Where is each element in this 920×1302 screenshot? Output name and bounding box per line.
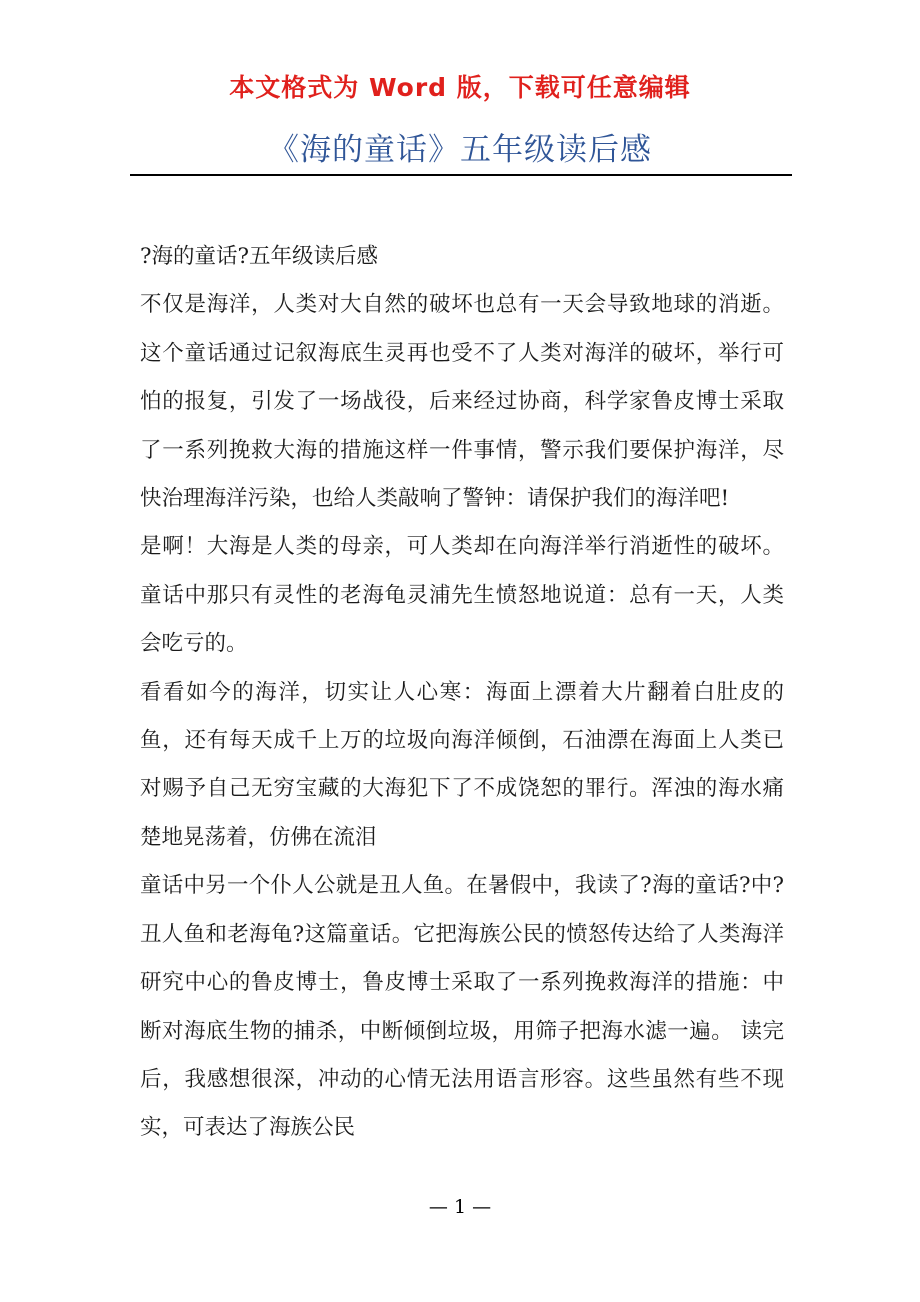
paragraph: 看看如今的海洋，切实让人心寒：海面上漂着大片翻着白肚皮的鱼，还有每天成千上万的垃圾向海洋倾倒，石油漂在海面上人类已对赐予自己无穷宝藏的大海犯下了不成饶恕的罪行。浑浊的海水痛楚地晃荡着，仿佛在流泪 — [140, 679, 784, 850]
paragraph: 不仅是海洋，人类对大自然的破坏也总有一天会导致地球的消逝。这个童话通过记叙海底生灵再也受不了人类对海洋的破坏，举行可怕的报复，引发了一场战役，后来经过协商，科学家鲁皮博士采取了一系列挽救大海的措施这样一件事情，警示我们要保护海洋，尽快治理海洋污染，也给人类敲响了警钟：请保护我们的海洋吧! — [140, 292, 784, 512]
title-divider — [130, 174, 792, 176]
format-notice-banner: 本文格式为 Word 版，下载可任意编辑 — [229, 73, 691, 102]
paragraph-subtitle: ?海的童话?五年级读后感 — [140, 244, 379, 269]
paragraph: 童话中另一个仆人公就是丑人鱼。在暑假中，我读了?海的童话?中?丑人鱼和老海龟?这篇童话。它把海族公民的愤怒传达给了人类海洋研究中心的鲁皮博士，鲁皮博士采取了一系列挽救海洋的措施：中断对海底生物的捕杀，中断倾倒垃圾，用筛子把海水滤一遍。 读完后，我感想很深，冲动的心情无法用语言形容。这些虽然有些不现实，可表达了海族公民 — [140, 873, 784, 1141]
document-body — [140, 233, 784, 1153]
paragraph: 是啊！大海是人类的母亲，可人类却在向海洋举行消逝性的破坏。 童话中那只有灵性的老海龟灵浦先生愤怒地说道：总有一天，人类会吃亏的。 — [140, 534, 784, 657]
page-number: — 1 — — [428, 1196, 492, 1218]
page-title: 《海的童话》五年级读后感 — [268, 132, 652, 168]
